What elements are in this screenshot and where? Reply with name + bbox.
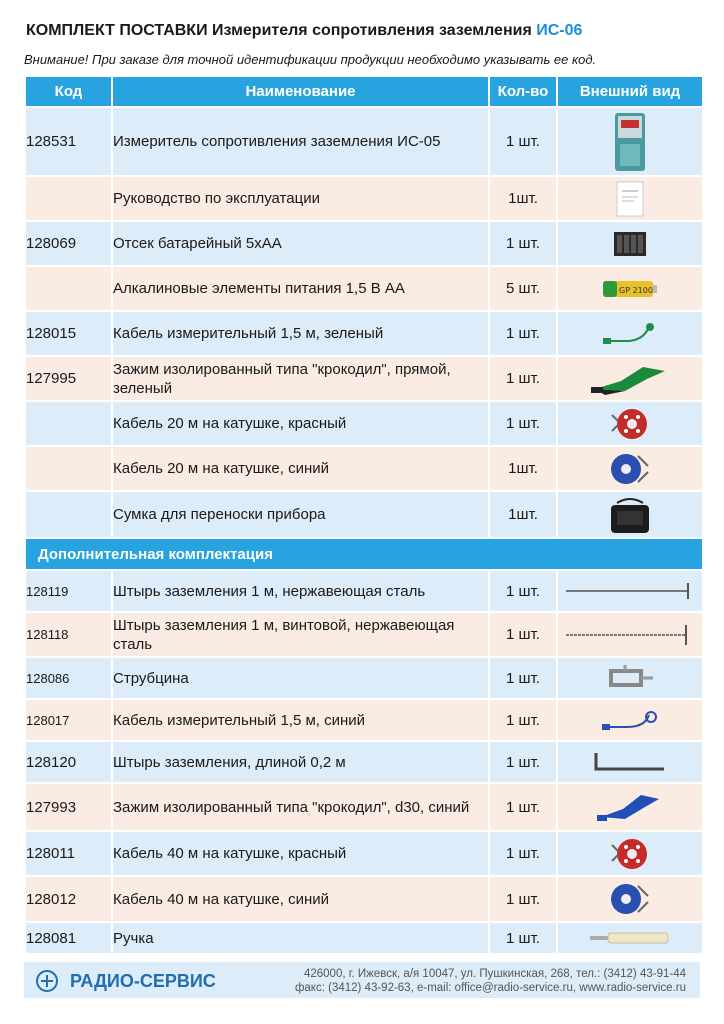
item-image bbox=[558, 402, 702, 445]
item-name: Алкалиновые элементы питания 1,5 В АА bbox=[113, 267, 488, 310]
item-image bbox=[558, 613, 702, 656]
item-code bbox=[26, 177, 111, 220]
table-row bbox=[26, 267, 702, 310]
item-code: 127995 bbox=[26, 357, 111, 400]
contacts-line: факс: (3412) 43-92-63, e-mail: office@radio-service.ru, www.radio-service.ru bbox=[294, 982, 686, 994]
item-name: Отсек батарейный 5хАА bbox=[113, 222, 488, 265]
col-code-header: Код bbox=[26, 77, 111, 106]
item-code: 128120 bbox=[26, 742, 111, 782]
table-header bbox=[26, 77, 702, 106]
red-reel-icon bbox=[610, 405, 650, 443]
table-row bbox=[26, 447, 702, 490]
item-name: Кабель 20 м на катушке, синий bbox=[113, 447, 488, 490]
item-image bbox=[558, 108, 702, 175]
section-header bbox=[26, 539, 702, 569]
item-image bbox=[558, 700, 702, 740]
item-qty: 1 шт. bbox=[490, 312, 556, 355]
address-line: 426000, г. Ижевск, а/я 10047, ул. Пушкинская, 268, тел.: (3412) 43-91-44 bbox=[303, 968, 686, 980]
item-name: Кабель измерительный 1,5 м, зеленый bbox=[113, 312, 488, 355]
blue-clip-icon bbox=[597, 791, 663, 823]
screw-rod-icon bbox=[564, 623, 696, 647]
item-name: Кабель измерительный 1,5 м, синий bbox=[113, 700, 488, 740]
item-code: 128086 bbox=[26, 658, 111, 698]
item-qty: 1 шт. bbox=[490, 923, 556, 953]
col-image-header: Внешний вид bbox=[558, 77, 702, 106]
table-row bbox=[26, 357, 702, 400]
item-image bbox=[558, 492, 702, 537]
footer bbox=[24, 962, 700, 998]
item-code bbox=[26, 267, 111, 310]
section-title: Дополнительная комплектация bbox=[26, 539, 702, 569]
green-clip-icon bbox=[591, 361, 669, 397]
item-qty: 1 шт. bbox=[490, 613, 556, 656]
kit-table bbox=[24, 75, 704, 955]
battery-box-icon bbox=[613, 228, 647, 260]
page-title: КОМПЛЕКТ ПОСТАВКИ Измерителя сопротивления заземления ИС-06 bbox=[26, 22, 583, 39]
item-code: 128069 bbox=[26, 222, 111, 265]
item-name: Штырь заземления 1 м, винтовой, нержавеющая сталь bbox=[113, 613, 488, 656]
item-qty: 1 шт. bbox=[490, 742, 556, 782]
item-qty: 1шт. bbox=[490, 177, 556, 220]
item-qty: 1 шт. bbox=[490, 571, 556, 611]
item-qty: 5 шт. bbox=[490, 267, 556, 310]
svg-text:GP 2100: GP 2100 bbox=[619, 285, 653, 295]
item-qty: 1 шт. bbox=[490, 222, 556, 265]
col-name-header: Наименование bbox=[113, 77, 488, 106]
item-qty: 1 шт. bbox=[490, 658, 556, 698]
item-image bbox=[558, 784, 702, 830]
item-image bbox=[558, 832, 702, 875]
item-name: Измеритель сопротивления заземления ИС-05 bbox=[113, 108, 488, 175]
item-qty: 1 шт. bbox=[490, 877, 556, 921]
order-note: Внимание! При заказе для точной идентификации продукции необходимо указывать ее код. bbox=[24, 52, 597, 67]
red-reel-icon bbox=[610, 835, 650, 873]
table-row bbox=[26, 108, 702, 175]
table-row bbox=[26, 571, 702, 611]
blue-reel-icon bbox=[608, 450, 652, 488]
company-logo-icon bbox=[36, 970, 58, 992]
company-contacts bbox=[295, 967, 686, 995]
table-row bbox=[26, 923, 702, 953]
item-image bbox=[558, 222, 702, 265]
table-row bbox=[26, 700, 702, 740]
clamp-icon bbox=[605, 663, 655, 693]
blue-cable-icon bbox=[601, 707, 659, 733]
item-name: Кабель 20 м на катушке, красный bbox=[113, 402, 488, 445]
item-code: 128015 bbox=[26, 312, 111, 355]
item-qty: 1 шт. bbox=[490, 402, 556, 445]
item-image bbox=[558, 877, 702, 921]
table-row bbox=[26, 877, 702, 921]
item-code: 128011 bbox=[26, 832, 111, 875]
table-row bbox=[26, 402, 702, 445]
item-image bbox=[558, 571, 702, 611]
item-code: 128012 bbox=[26, 877, 111, 921]
item-name: Сумка для переноски прибора bbox=[113, 492, 488, 537]
handle-icon bbox=[588, 930, 672, 946]
item-image bbox=[558, 447, 702, 490]
item-image bbox=[558, 312, 702, 355]
blue-reel-icon bbox=[608, 880, 652, 918]
item-code: 128017 bbox=[26, 700, 111, 740]
short-rod-icon bbox=[590, 749, 670, 775]
item-image bbox=[558, 357, 702, 400]
meter-device-icon bbox=[613, 112, 647, 172]
item-code: 127993 bbox=[26, 784, 111, 830]
green-cable-icon bbox=[602, 321, 658, 347]
item-image bbox=[558, 177, 702, 220]
table-row bbox=[26, 658, 702, 698]
item-name: Струбцина bbox=[113, 658, 488, 698]
item-image bbox=[558, 742, 702, 782]
item-image bbox=[558, 923, 702, 953]
item-code bbox=[26, 402, 111, 445]
item-qty: 1 шт. bbox=[490, 784, 556, 830]
battery-icon bbox=[602, 278, 658, 300]
item-name: Зажим изолированный типа "крокодил", прямой, зеленый bbox=[113, 357, 488, 400]
item-qty: 1шт. bbox=[490, 492, 556, 537]
table-row bbox=[26, 492, 702, 537]
manual-icon bbox=[616, 181, 644, 217]
item-code bbox=[26, 447, 111, 490]
table-row bbox=[26, 177, 702, 220]
item-image bbox=[558, 658, 702, 698]
item-code: 128531 bbox=[26, 108, 111, 175]
ground-rod-icon bbox=[564, 581, 696, 601]
item-name: Штырь заземления 1 м, нержавеющая сталь bbox=[113, 571, 488, 611]
col-qty-header: Кол-во bbox=[490, 77, 556, 106]
item-qty: 1 шт. bbox=[490, 357, 556, 400]
item-name: Кабель 40 м на катушке, синий bbox=[113, 877, 488, 921]
company-name: РАДИО-СЕРВИС bbox=[70, 971, 216, 991]
item-qty: 1 шт. bbox=[490, 832, 556, 875]
bag-icon bbox=[607, 495, 653, 535]
item-code bbox=[26, 492, 111, 537]
item-qty: 1 шт. bbox=[490, 108, 556, 175]
item-image bbox=[558, 267, 702, 310]
item-qty: 1 шт. bbox=[490, 700, 556, 740]
item-code: 128118 bbox=[26, 613, 111, 656]
table-row bbox=[26, 742, 702, 782]
model-name: ИС-06 bbox=[536, 22, 583, 39]
item-code: 128119 bbox=[26, 571, 111, 611]
item-name: Штырь заземления, длиной 0,2 м bbox=[113, 742, 488, 782]
table-row bbox=[26, 784, 702, 830]
table-row bbox=[26, 613, 702, 656]
item-name: Руководство по эксплуатации bbox=[113, 177, 488, 220]
item-qty: 1шт. bbox=[490, 447, 556, 490]
table-row bbox=[26, 222, 702, 265]
item-name: Ручка bbox=[113, 923, 488, 953]
table-row bbox=[26, 312, 702, 355]
item-name: Зажим изолированный типа "крокодил", d30, синий bbox=[113, 784, 488, 830]
item-name: Кабель 40 м на катушке, красный bbox=[113, 832, 488, 875]
item-code: 128081 bbox=[26, 923, 111, 953]
table-row bbox=[26, 832, 702, 875]
